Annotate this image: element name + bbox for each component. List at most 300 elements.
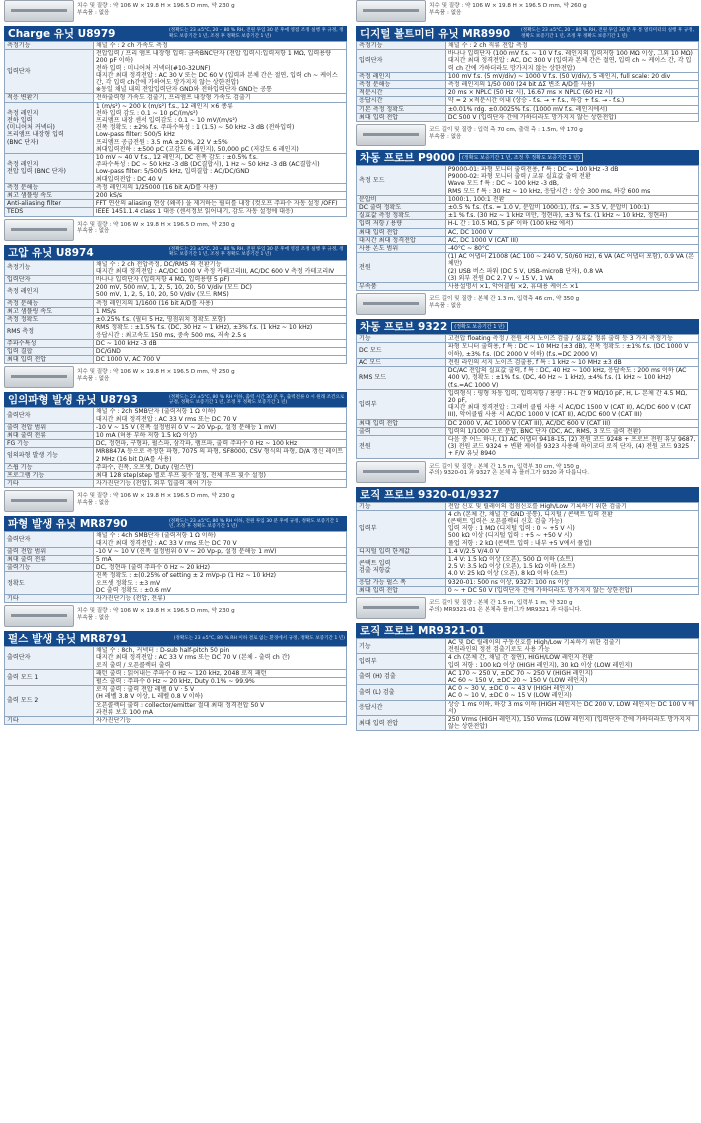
spec-row xyxy=(357,555,699,578)
spec-row xyxy=(5,316,347,324)
spec-row xyxy=(357,586,699,594)
section-header xyxy=(4,219,347,245)
section-header xyxy=(356,597,699,623)
spec-key: 출력 (L) 검출 xyxy=(357,685,446,700)
spec-key: 측정 정확도 xyxy=(5,316,94,324)
section-title-bar xyxy=(356,487,699,502)
spec-table xyxy=(4,531,347,603)
spec-key: 측정 모드 xyxy=(357,166,446,196)
section-title-bar xyxy=(4,516,347,531)
spec-row xyxy=(5,339,347,347)
spec-value: DC 2000 V, AC 1000 V (CAT III), AC/DC 600 V (CAT III) xyxy=(445,419,698,427)
spec-value: AC 170 ~ 250 V, ±DC 70 ~ 250 V (HIGH 레인지) AC 60 ~ 150 V, ±DC 20 ~ 150 V (LOW 레인지) xyxy=(445,669,698,684)
section-title-bar xyxy=(4,245,347,260)
spec-key: 대지간 최대 정격전압 xyxy=(357,236,446,244)
spec-value: 10 mV ~ 40 V f.s., 12 레인지, DC 진폭 감도 : ±0.5% f.s. 주파수특성 : DC ~ 50 kHz -3 dB (DC결합시), 1 Hz ~ 50 kHz -3 dB (AC결합시) Low-pass filter: 5/500/5 kHz, 입력결합 : AC/DC/GND 최대입력전압 : DC 40 V xyxy=(93,154,346,184)
section-title: 차동 프로브 P9000 xyxy=(360,152,455,165)
accuracy-note: (정확도는 23 ±5°C, 80 % RH 이하, 전원 투입 30 분 후에 규정, 정확도 보증기간 1 년, 조정 후 정확도 보증기간 1 년) xyxy=(169,518,339,529)
section-title: 디지털 볼트미터 유닛 MR8990 xyxy=(360,28,511,40)
spec-row xyxy=(357,89,699,97)
spec-row xyxy=(357,685,699,700)
section-title: 임의파형 발생 유닛 U8793 xyxy=(8,394,138,407)
spec-key: 정확도 xyxy=(5,572,94,595)
spec-row xyxy=(5,284,347,299)
spec-key: TEDS xyxy=(5,208,94,216)
spec-row xyxy=(5,572,347,595)
spec-table xyxy=(356,334,699,458)
section-title-bar xyxy=(356,150,699,165)
spec-value: 바나나 입력단자 (입력저항 4 MΩ, 입력용량 5 pF) xyxy=(93,276,346,284)
spec-value: 1.4 V: 1.5 kΩ 이상 (오픈), 500 Ω 이하 (쇼트) 2.5 V: 3.5 kΩ 이상 (오픈), 1.5 kΩ 이하 (쇼트) 4.0 V: 25 kΩ 이상 (오픈), 8 kΩ 이하 (쇼트) xyxy=(445,555,698,578)
spec-key: 측정기능 xyxy=(5,42,94,50)
accuracy-note: (정확도는 23 ±5°C, 20 – 80 % RH, 전원 투입 30 분 후에 영점 조정 실행 후 규정, 정확도 보증기간 1 년, 조정 후 정확도 보증기간 1 년) xyxy=(169,246,344,258)
spec-key: 기능 xyxy=(357,638,446,653)
spec-value: 4 ch (본체 간, 채널 간 GND 공통), 디지털 / 콘택트 입력 전환 (콘택트 입력은 오픈콜렉터 신호 검출 가능) 입력 저항 : 1 MΩ (디지털 입력 : 0 ~ +5 V 시) 500 kΩ 이상 (디지털 입력 : +5 ~ +50 V 시) 풀업 저항 : 2 kΩ (콘택트 입력 : 내부 +5 V에서 풀업) xyxy=(445,510,698,547)
spec-row xyxy=(357,195,699,203)
spec-value: ±0.25% f.s. (필터 5 Hz, 영점위치 정확도 포함) xyxy=(93,316,346,324)
spec-key: 출력 (H) 검출 xyxy=(357,669,446,684)
spec-row xyxy=(5,307,347,315)
spec-key: FG 기능 xyxy=(5,440,94,448)
spec-value: 100 mV f.s. (5 mV/div) ~ 1000 V f.s. (50 V/div), 5 레인지, full scale: 20 div xyxy=(445,72,698,80)
dimensions-text: 치수 및 질량 : 약 106 W × 19.8 H × 196.5 D mm, 약 260 g 부속품 : 없음 xyxy=(429,3,587,16)
spec-value: 전압 신호 및 릴레이의 접점신호를 High/Low 기록하기 위한 검출기 xyxy=(445,502,698,510)
spec-value: -10 V ~ 10 V (진폭 설정범위 0 V ~ 20 Vp-p, 설정 분해능 1 mV) xyxy=(93,547,346,555)
spec-key: 최고 샘플링 속도 xyxy=(5,307,94,315)
spec-key: 주파수특성 xyxy=(5,339,94,347)
spec-row xyxy=(5,686,347,701)
spec-key: 출력 xyxy=(357,427,446,435)
spec-row xyxy=(5,94,347,102)
product-photo xyxy=(356,461,426,483)
spec-key: 측정 분해능 xyxy=(357,81,446,89)
spec-value: MR8847A 등으로 측정한 파형, 7075 의 파형, SF8000, CSV 형식의 파형, D/A 갱신 레이트 2 MHz (16 bit D/A를 사용) xyxy=(93,448,346,463)
section-title: 파형 발생 유닛 MR8790 xyxy=(8,518,128,531)
spec-key: 입력단자 xyxy=(5,276,94,284)
spec-table xyxy=(4,407,347,488)
spec-value: 최대 128 step(step 별로 루프 횟수 설정, 전체 루프 횟수 설정) xyxy=(93,471,346,479)
spec-key: 사용 온도 범위 xyxy=(357,245,446,253)
spec-value: 채널 수 : 2 ch 직류 전압 측정 xyxy=(445,42,698,50)
spec-key: 실효값 측정 정확도 xyxy=(357,212,446,220)
section-header xyxy=(4,605,347,631)
spec-table xyxy=(4,260,347,365)
section-header xyxy=(356,0,699,26)
section-header xyxy=(4,366,347,392)
product-photo xyxy=(4,605,74,627)
spec-value: P9000-01: 파형 모니터 출력전용, f 특 : DC ~ 100 kHz -3 dB P9000-02: 파형 모니터 출력 / 교류 실효값 출력 전환 Wave 모드 f 특 : DC ~ 100 kHz -3 dB, RMS 모드 f 특 : 30 Hz ~ 10 kHz, 응답시간 : 상승 300 ms, 하강 600 ms xyxy=(445,166,698,196)
spec-row xyxy=(5,324,347,339)
spec-value: DC/GND xyxy=(93,347,346,355)
spec-value: 약 = 2 ×적분시간 이내 (상승 - f.s. → + f.s., 하강 + f.s. → - f.s.) xyxy=(445,97,698,105)
spec-table xyxy=(356,502,699,595)
spec-row xyxy=(357,578,699,586)
spec-key: 측정기능 xyxy=(5,260,94,275)
spec-value: 채널 수 : 2 ch 전압측정, DC/RMS 의 전환기능 대지간 최대 정격전압 : AC/DC 1000 V 측정 카테고리III, AC/DC 600 V 측정 카테고리IV xyxy=(93,260,346,275)
product-photo xyxy=(4,219,74,241)
accuracy-note: (정확도는 23 ±5°C, 80 % RH 이하, 출력 시간 30 분 후, 출력전류 0 시 원래 조건으로 규정, 정확도 보증기간 1 년, 조정 후 정확도 보증기간 1 년) xyxy=(169,394,345,405)
section-title-bar xyxy=(4,26,347,41)
spec-key: 출력 모드 2 xyxy=(5,686,94,717)
spec-row xyxy=(5,356,347,364)
spec-value: 바나나 입력단자 (100 mV f.s. ~ 10 V f.s. 레인지의 입력저항 100 MΩ 이상, 그외 10 MΩ) 대지간 최대 정격전압 : AC, DC 300 V (입력과 본체 간은 절연, 입력 ch ~ 케이스 간, 각 입력 ch 간에 가하더라도 망가지지 않는 상한전압) xyxy=(445,50,698,73)
section-title: 로직 프로브 MR9321-01 xyxy=(360,624,485,637)
spec-key: Anti-aliasing filter xyxy=(5,200,94,208)
spec-row xyxy=(5,50,347,94)
section-header xyxy=(4,490,347,516)
spec-value: 파형 모니터 출력용, f 특 : DC ~ 10 MHz (±3 dB), 진폭 정확도 : ±1% f.s. (DC 1000 V 이하), ±3% f.s. (DC 2000 V 이하) (f.s.=DC 2000 V) xyxy=(445,343,698,358)
spec-row xyxy=(357,654,699,669)
section-title-bar xyxy=(4,392,347,407)
spec-value: 주파수, 진폭, 오프셋, Duty (펄스만) xyxy=(93,463,346,471)
spec-row xyxy=(357,427,699,435)
spec-section xyxy=(4,366,347,488)
spec-key: 최대 입력 전압 xyxy=(357,419,446,427)
spec-key: 콘택트 입력 검출 저항값 xyxy=(357,555,446,578)
spec-row xyxy=(357,204,699,212)
spec-table xyxy=(356,638,699,731)
spec-value: 오픈콜렉터 출력 : collector/emitter 절대 최대 정격전압 50 V 과전류 보호 100 mA xyxy=(93,701,346,716)
right-column xyxy=(356,0,699,733)
spec-value: 입력의 1/1000 으로 분압, BNC 단자 (DC, AC, RMS, 3 모드 출력 전환) xyxy=(445,427,698,435)
spec-key: 입력단자 xyxy=(5,50,94,94)
spec-key: 입력 저항 / 용량 xyxy=(357,220,446,228)
accuracy-note: (정확도는 23 ±5°C, 20 – 80 % RH, 전원 투입 30 분 후 통 멀티미터의 실행 후 규정, 정확도 보증기간 1 년, 조정 후 정확도 보증기간 1 년) xyxy=(521,28,695,39)
dimensions-text: 코드 길이 및 질량 : 본체 간 1.5 m, 입력부 30 cm, 약 150 g 주의) 9320-01 과 9327 은 본체 측 플러그가 9320 과 다릅니다. xyxy=(429,463,590,477)
spec-value: 0 ~ + DC 50 V (입력단자 간에 가하더라도 망가지지 않는 상한전압) xyxy=(445,586,698,594)
spec-row xyxy=(5,408,347,423)
spec-table xyxy=(356,41,699,122)
spec-value: 200 kS/s xyxy=(93,192,346,200)
spec-row xyxy=(5,200,347,208)
spec-key: 최대 입력 전압 xyxy=(357,716,446,731)
spec-key: 적응 변환기 xyxy=(5,94,94,102)
spec-key: 최대 입력 전압 xyxy=(357,113,446,121)
spec-key: 부속품 xyxy=(357,283,446,291)
dimensions-text: 코드 길이 및 질량 : 본체 간 1.3 m, 입력측 46 cm, 약 350 g 부속품 : 없음 xyxy=(429,296,580,309)
spec-row xyxy=(357,97,699,105)
section-header xyxy=(356,293,699,319)
spec-row xyxy=(357,113,699,121)
spec-value: 상승 1 ms 이하, 하강 3 ms 이하 (HIGH 레인지는 DC 200 V, LOW 레인지는 DC 100 V 에서) xyxy=(445,700,698,715)
spec-value: 전원 라인의 서지 노이즈 검출용, f 특 : 1 kHz ~ 10 MHz ±3 dB xyxy=(445,358,698,366)
section-title: 펄스 발생 유닛 MR8791 xyxy=(8,633,128,646)
spec-key: DC 모드 xyxy=(357,343,446,358)
spec-value: 채널 수 : 2 ch 가속도 측정 xyxy=(93,42,346,50)
spec-value: 패턴 출력 : 읽어내는 주파수 0 Hz ~ 120 kHz, 2048 로직 패턴 xyxy=(93,669,346,677)
spec-key: 출력기능 xyxy=(5,564,94,572)
spec-row xyxy=(5,192,347,200)
spec-table xyxy=(4,646,347,725)
spec-row xyxy=(5,260,347,275)
spec-key: 측정 레인지 xyxy=(357,72,446,80)
spec-section xyxy=(356,293,699,458)
spec-key: 입력부 xyxy=(357,654,446,669)
spec-key: 최대 입력 전압 xyxy=(5,356,94,364)
spec-key: 디지털 입력 한계값 xyxy=(357,547,446,555)
spec-row xyxy=(5,647,347,670)
spec-row xyxy=(5,717,347,725)
spec-value: 다음 중 어느 하나, (1) AC 어댑터 9418-15, (2) 전원 코드 9248 + 프로브 전원 유닛 9687, (3) 전원 코드 9324 + 변환 케이블 9323 사용해 하이코더 로직 단자, (4) 전원 코드 9325 + F/V 유닛 8940 xyxy=(445,435,698,458)
spec-row xyxy=(357,502,699,510)
spec-row xyxy=(5,423,347,431)
spec-value: FFT 연산의 aliasing 현상 (왜곡) 을 제거하는 필터를 내장 (컷오프 주파수 자동 설정 /OFF) xyxy=(93,200,346,208)
spec-key: 임의파형 발생 기능 xyxy=(5,448,94,463)
spec-value: AC, DC 1000 V xyxy=(445,228,698,236)
spec-key: 출력단자 xyxy=(5,408,94,423)
product-photo xyxy=(356,124,426,146)
dimensions-text: 코드 길이 및 질량 : 입력 측 70 cm, 출력 측 : 1.5m, 약 170 g 부속품 : 없음 xyxy=(429,127,583,140)
spec-key: 전원 xyxy=(357,435,446,458)
spec-key: 응답 가능 펄스 폭 xyxy=(357,578,446,586)
section-header xyxy=(356,124,699,150)
spec-key: 적분시간 xyxy=(357,89,446,97)
spec-row xyxy=(5,480,347,488)
spec-value: 10 mA (허용 부하 저항 1.5 kΩ 이상) xyxy=(93,431,346,439)
spec-key: 입력단자 xyxy=(357,50,446,73)
spec-table xyxy=(4,41,347,217)
spec-key: 전원 xyxy=(357,253,446,283)
spec-key: 응답시간 xyxy=(357,97,446,105)
spec-key: 입력 결합 xyxy=(5,347,94,355)
spec-row xyxy=(5,532,347,547)
spec-value: 1000:1, 100:1 전환 xyxy=(445,195,698,203)
warranty-box: (정확도 보증기간 1 년) xyxy=(451,322,508,331)
spec-row xyxy=(357,253,699,283)
spec-row xyxy=(357,236,699,244)
spec-row xyxy=(357,389,699,419)
section-title-bar xyxy=(356,319,699,334)
section-title-bar xyxy=(356,26,699,41)
spec-key: AC 모드 xyxy=(357,358,446,366)
spec-value: 9320-01: 500 ns 이상, 9327: 100 ns 이상 xyxy=(445,578,698,586)
left-column xyxy=(4,0,347,727)
spec-key: 최고 샘플링 속도 xyxy=(5,192,94,200)
spec-row xyxy=(357,510,699,547)
spec-row xyxy=(5,154,347,184)
spec-value: 측정 레인지의 1/1600 (16 bit A/D를 사용) xyxy=(93,299,346,307)
spec-key: 출력 전압 범위 xyxy=(5,547,94,555)
spec-key: 측정 레인지 전하 입력 (미니어처 커넥터) 프리앰프 내장형 입력 (BNC 단자) xyxy=(5,102,94,153)
spec-key: DC 출력 정확도 xyxy=(357,204,446,212)
spec-value: 전압입력 / 프리 앰프 내장형 입력: 금속BNC단자 (전압 입력시:입력저항 1 MΩ, 입력용량 200 pF 이하) 전하 입력 : 미니어처 커넥터(#10-32UNF) 대지간 최대 정격전압 : AC 30 V 또는 DC 60 V (입력과 본체 간은 절연, 입력 ch ~ 케이스간, 각 입력 ch간에 가하여도 망가지지 않는 상한전압) ※동일 채널 내의 전압입력단자 GND와 전하입력단자 GND는 공통 xyxy=(93,50,346,94)
spec-value: ±0.01% rdg. ±0.0025% f.s. (1000 mV f.s. 레인지에서) xyxy=(445,105,698,113)
spec-value: AC 및 DC 릴레이의 구동신호를 High/Low 기록하기 위한 검출기 전원라인의 정전 검출기로도 사용 가능 xyxy=(445,638,698,653)
spec-value: 5 mA xyxy=(93,555,346,563)
product-photo xyxy=(356,0,426,22)
spec-key: 최대 출력 전류 xyxy=(5,431,94,439)
spec-row xyxy=(357,335,699,343)
dimensions-text: 치수 및 질량 : 약 106 W × 19.8 H × 196.5 D mm, 약 230 g 부속품 : 없음 xyxy=(77,3,235,16)
spec-value: 자가진단기능 xyxy=(93,717,346,725)
spec-key: 측정 레인지 전압 입력 (BNC 단자) xyxy=(5,154,94,184)
dimensions-text: 코드 길이 및 질량 : 본체 간 1.5 m, 입력부 1 m, 약 320 g 주의) MR9321-01 은 본체측 플러그가 MR9321 과 다릅니다. xyxy=(429,599,582,613)
spec-row xyxy=(5,431,347,439)
spec-row xyxy=(357,547,699,555)
spec-value: 측정 레인지의 1/50 000 (24 bit ΔΣ 변조 A/D를 사용) xyxy=(445,81,698,89)
spec-section xyxy=(356,597,699,731)
spec-row xyxy=(5,555,347,563)
spec-row xyxy=(5,463,347,471)
spec-section xyxy=(4,0,347,217)
product-photo xyxy=(356,597,426,619)
spec-key: 응답시간 xyxy=(357,700,446,715)
section-title-bar xyxy=(356,623,699,638)
spec-value: -40°C ~ 80°C xyxy=(445,245,698,253)
spec-key: RMS 측정 xyxy=(5,324,94,339)
spec-value: DC 1000 V, AC 700 V xyxy=(93,356,346,364)
spec-value: 1 (m/s²) ~ 200 k (m/s²) f.s., 12 레인지 ×6 종류 전하 입력 감도 : 0.1 ~ 10 pC/(m/s²) 프리앰프 내장 센서 입력감도 : 0.1 ~ 10 mV/(m/s²) 진폭 정확도 : ±2% f.s. 주파수특성 : 1 (1.5) ~ 50 kHz -3 dB (전하입력) Low-pass filter: 500/5 kHz 프리앰프 공급전원 : 3.5 mA ±20%, 22 V ±5% 최대입력전하 : ±500 pC (고감도 6 레인지), 50,000 pC (저감도 6 레인지) xyxy=(93,102,346,153)
spec-row xyxy=(357,212,699,220)
spec-value: IEEE 1451.1.4 class 1 대응 (센서정보 읽어내기, 감도 자동 설정에 대응) xyxy=(93,208,346,216)
spec-value: 채널 수 : 8ch, 커넥터 : D-sub half-pitch 50 pin 대지간 최대 정격전압 : AC 33 V rms 또는 DC 70 V (본체 - 출력 ch 간) 로직 출력 / 오픈콜렉터 출력 xyxy=(93,647,346,670)
spec-key: 출력단자 xyxy=(5,532,94,547)
product-photo xyxy=(4,490,74,512)
spec-value: 진폭 정확도 : ±(0.25% of setting ± 2 mVp-p (1 Hz ~ 10 kHz) 오프셋 정확도 : ±3 mV DC 출력 정확도 : ±0.6 mV xyxy=(93,572,346,595)
section-header xyxy=(4,0,347,26)
spec-value: 20 ms × NPLC (50 Hz 시), 16.67 ms × NPLC (60 Hz 시) xyxy=(445,89,698,97)
spec-key: 입력부 xyxy=(357,389,446,419)
section-title: Charge 유닛 U8979 xyxy=(8,28,116,40)
warranty-box: (정확도 보증기간 1 년, 조정 후 정확도 보증기간 1 년) xyxy=(459,153,583,162)
spec-section xyxy=(356,461,699,595)
spec-row xyxy=(357,81,699,89)
spec-row xyxy=(357,669,699,684)
spec-row xyxy=(357,105,699,113)
spec-section xyxy=(4,490,347,603)
dimensions-text: 치수 및 질량 : 약 106 W × 19.8 H × 196.5 D mm, 약 230 g 부속품 : 없음 xyxy=(77,608,235,621)
spec-row xyxy=(5,347,347,355)
spec-value: ±1 % f.s. (30 Hz ~ 1 kHz 미만, 정현파), ±3 % f.s. (1 kHz ~ 10 kHz, 정현파) xyxy=(445,212,698,220)
spec-table xyxy=(356,165,699,291)
spec-key: 기타 xyxy=(5,480,94,488)
spec-row xyxy=(5,42,347,50)
spec-row xyxy=(357,228,699,236)
spec-row xyxy=(5,669,347,677)
spec-key: 기능 xyxy=(357,502,446,510)
spec-value: 1.4 V/2.5 V/4.0 V xyxy=(445,547,698,555)
product-photo xyxy=(4,0,74,22)
spec-key: 최대 입력 전압 xyxy=(357,228,446,236)
spec-value: DC/AC 전압의 실효값 출력, f 특 : DC, 40 Hz ~ 100 kHz, 응답속도 : 200 ms 이하 (AC 400 V), 정확도 : ±1% f.s. (DC, 40 Hz ~ 1 kHz), ±4% f.s. (1 kHz ~ 100 kHz) (f.s.=AC 1000 V) xyxy=(445,367,698,390)
dimensions-text: 치수 및 질량 : 약 106 W × 19.8 H × 196.5 D mm, 약 250 g 부속품 : 없음 xyxy=(77,369,235,382)
spec-row xyxy=(5,471,347,479)
accuracy-note: (정확도는 23 ±5°C, 20 – 80 % RH, 전원 투입 30 분 후에 영점 조정 실행 후 규정, 정확도 보증기간 1 년, 조정 후 정확도 보증기간 1 년) xyxy=(169,28,344,39)
spec-row xyxy=(5,208,347,216)
spec-row xyxy=(357,638,699,653)
spec-value: 측정 레인지의 1/25000 (16 bit A/D를 사용) xyxy=(93,183,346,191)
spec-value: DC ~ 100 kHz -3 dB xyxy=(93,339,346,347)
spec-row xyxy=(5,440,347,448)
spec-key: 기능 xyxy=(357,335,446,343)
spec-key: 측정 분해능 xyxy=(5,183,94,191)
spec-key: 기타 xyxy=(5,594,94,602)
spec-value: 채널 수 : 4ch SMB단자 (출력저항 1 Ω 이하) 대지간 최대 정격전압 : AC 33 V rms 또는 DC 70 V xyxy=(93,532,346,547)
spec-value: H-L 간 : 10.5 MΩ, 5 pF 이하 (100 kHz 에서) xyxy=(445,220,698,228)
spec-row xyxy=(357,435,699,458)
section-header xyxy=(356,461,699,487)
spec-key: RMS 모드 xyxy=(357,367,446,390)
spec-section xyxy=(356,124,699,291)
section-title-bar xyxy=(4,631,347,646)
spec-row xyxy=(5,102,347,153)
spec-value: 펄스 출력 : 주파수 0 Hz ~ 20 kHz, Duty 0.1% ~ 99.9% xyxy=(93,677,346,685)
spec-value: -10 V ~ 15 V (진폭 설정범위 0 V ~ 20 Vp-p, 설정 분해능 1 mV) xyxy=(93,423,346,431)
spec-section xyxy=(356,0,699,122)
spec-row xyxy=(357,166,699,196)
spec-row xyxy=(5,183,347,191)
spec-row xyxy=(357,42,699,50)
spec-row xyxy=(357,700,699,715)
spec-key: 기본 측정 정확도 xyxy=(357,105,446,113)
spec-key: 출력단자 xyxy=(5,647,94,670)
spec-row xyxy=(5,448,347,463)
spec-row xyxy=(357,245,699,253)
spec-value: AC, DC 1000 V (CAT III) xyxy=(445,236,698,244)
spec-row xyxy=(357,419,699,427)
spec-key: 기타 xyxy=(5,717,94,725)
dimensions-text: 치수 및 질량 : 약 106 W × 19.8 H × 196.5 D mm, 약 230 g 부속품 : 없음 xyxy=(77,221,235,235)
spec-row xyxy=(5,547,347,555)
spec-key: 분압비 xyxy=(357,195,446,203)
spec-row xyxy=(357,283,699,291)
spec-row xyxy=(5,299,347,307)
spec-row xyxy=(5,564,347,572)
section-title: 고압 유닛 U8974 xyxy=(8,246,94,259)
spec-key: 프로그램 기능 xyxy=(5,471,94,479)
spec-key: 스윕 기능 xyxy=(5,463,94,471)
spec-value: 입력형식 : 평형 차동 입력, 입력저항 / 용량 : H-L 간 9 MΩ/10 pF, H, L- 본체 간 4.5 MΩ, 20 pF, 대지간 최대 정격전압 : 그래버 클립 사용 시 AC/DC 1500 V (CAT II), AC/DC 600 V (CAT III), 악어클립 사용 시 AC/DC 1000 V (CAT II), AC/DC 600 V (CAT III) xyxy=(445,389,698,419)
dimensions-text: 치수 및 질량 : 약 106 W × 19.8 H × 196.5 D mm, 약 230 g 부속품 : 없음 xyxy=(77,493,235,506)
accuracy-note: (정확도는 23 ±5°C, 80 % RH 이하 결로 없는 환경에서 규정, 정확도 보증기간 1 년) xyxy=(173,636,345,642)
spec-value: 고전압 floating 측정 / 전원 서지 노이즈 검출 / 실효값 정류 출력 등 3 가지 측정기능 xyxy=(445,335,698,343)
product-photo xyxy=(356,293,426,315)
section-title: 차동 프로브 9322 xyxy=(360,321,448,334)
spec-key: 출력 전압 범위 xyxy=(5,423,94,431)
spec-value: DC 500 V (입력단자 간에 가하더라도 망가지지 않는 상한전압) xyxy=(445,113,698,121)
spec-value: 로직 출력 : 출력 전압 레벨 0 V · 5 V (H 레벨 3.8 V 이상, L 레벨 0.8 V 이하) xyxy=(93,686,346,701)
spec-section xyxy=(4,605,347,725)
spec-value: 자가진단기능 (전압), 외부 입출력 제어 기능 xyxy=(93,480,346,488)
spec-value: 채널 수 : 2ch SMB단자 (출력저항 1 Ω 이하) 대지간 최대 정격전압 : AC 33 V rms 또는 DC 70 V xyxy=(93,408,346,423)
spec-key: 측정 레인지 xyxy=(5,284,94,299)
spec-value: DC, 정현파, 구형파, 펄스파, 삼각파, 램프파, 출력 주파수 0 Hz ~ 100 kHz xyxy=(93,440,346,448)
spec-key: 측정기능 xyxy=(357,42,446,50)
spec-row xyxy=(5,594,347,602)
spec-value: 전하출력형 가속도 검출기, 프리앰프 내장형 가속도 검출기 xyxy=(93,94,346,102)
spec-key: 최대 입력 전압 xyxy=(357,586,446,594)
spec-row xyxy=(357,220,699,228)
spec-value: 1 MS/s xyxy=(93,307,346,315)
spec-value: AC 0 ~ 30 V, ±DC 0 ~ 43 V (HIGH 레인지) AC 0 ~ 10 V, ±DC 0 ~ 15 V (LOW 레인지) xyxy=(445,685,698,700)
spec-key: 최대 출력 전류 xyxy=(5,555,94,563)
spec-value: 사용설명서 ×1, 악어클립 ×2, 휴대용 케이스 ×1 xyxy=(445,283,698,291)
spec-value: 200 mV, 500 mV, 1, 2, 5, 10, 20, 50 V/div (모드 DC) 500 mV, 1, 2, 5, 10, 20, 50 V/div (모드 RMS) xyxy=(93,284,346,299)
spec-key: 입력부 xyxy=(357,510,446,547)
spec-value: ±0.5 % f.s. (f.s. = 1.0 V, 분압비 1000:1), (f.s. = 3.5 V, 분압비 100:1) xyxy=(445,204,698,212)
spec-section xyxy=(4,219,347,365)
spec-row xyxy=(357,343,699,358)
spec-value: (1) AC 어댑터 Z1008 (AC 100 ~ 240 V, 50/60 Hz), 6 VA (AC 어댑터 포함), 0.9 VA (본체만) (2) USB 버스 파워 (DC 5 V, USB-microB 단자), 0.8 VA (3) 외부 전원 DC 2.7 V ~ 15 V, 1 VA xyxy=(445,253,698,283)
spec-key: 출력 모드 1 xyxy=(5,669,94,685)
spec-key: 측정 분해능 xyxy=(5,299,94,307)
spec-row xyxy=(357,367,699,390)
spec-value: RMS 정확도 : ±1.5% f.s. (DC, 30 Hz ~ 1 kHz), ±3% f.s. (1 kHz ~ 10 kHz) 응답시간 : 최고속도 150 ms, 중속 500 ms, 저속 2.5 s xyxy=(93,324,346,339)
spec-value: 자가진단기능 (전압, 전류) xyxy=(93,594,346,602)
spec-row xyxy=(357,716,699,731)
spec-value: 4 ch (본체 간, 채널 간 절연), HIGH/LOW 레인지 전환 입력 저항 : 100 kΩ 이상 (HIGH 레인지), 30 kΩ 이상 (LOW 레인지) xyxy=(445,654,698,669)
product-photo xyxy=(4,366,74,388)
